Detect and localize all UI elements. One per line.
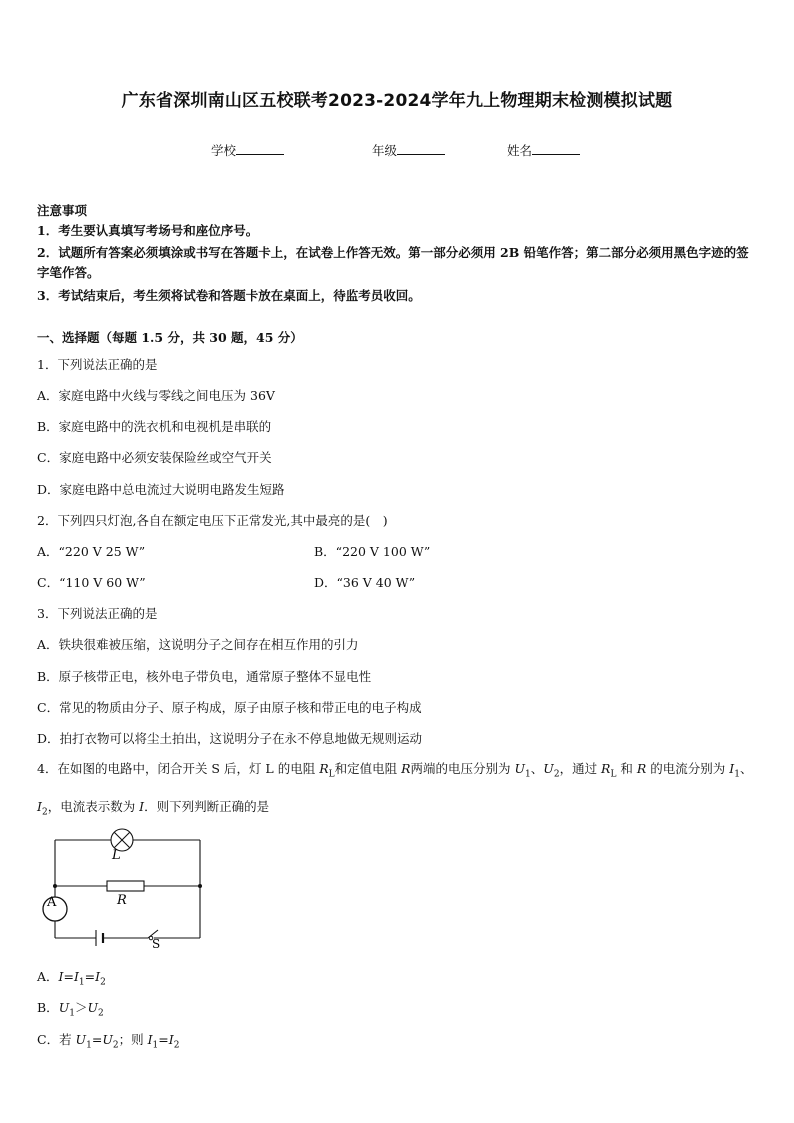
- page-title: 广东省深圳南山区五校联考2023-2024学年九上物理期末检测模拟试题: [121, 91, 673, 111]
- circuit-diagram: [36, 820, 216, 950]
- q1-option-c[interactable]: C．家庭电路中必须安装保险丝或空气开关: [37, 450, 272, 465]
- q2-option-a[interactable]: A．“220 V 25 W”: [37, 544, 146, 559]
- q2-stem: 2．下列四只灯泡,各自在额定电压下正常发光,其中最亮的是( ): [37, 513, 388, 528]
- q1-option-b[interactable]: B．家庭电路中的洗衣机和电视机是串联的: [37, 419, 272, 434]
- q3-option-d[interactable]: D．拍打衣物可以将尘土拍出，这说明分子在永不停息地做无规则运动: [37, 731, 423, 746]
- grade-blank[interactable]: [397, 142, 445, 155]
- q1-option-d[interactable]: D．家庭电路中总电流过大说明电路发生短路: [37, 482, 285, 497]
- name-label: 姓名: [507, 143, 533, 158]
- name-field[interactable]: [507, 141, 580, 159]
- q2-option-c[interactable]: C．“110 V 60 W”: [37, 575, 146, 590]
- q3-option-b[interactable]: B．原子核带正电，核外电子带负电，通常原子整体不显电性: [37, 669, 372, 684]
- q3-option-a[interactable]: A．铁块很难被压缩，这说明分子之间存在相互作用的引力: [37, 637, 359, 652]
- lamp-label: L: [112, 848, 121, 863]
- q1-stem: 1．下列说法正确的是: [37, 357, 158, 372]
- q2-option-b[interactable]: B．“220 V 100 W”: [314, 544, 431, 559]
- q4-option-c[interactable]: C．若 $U_1=U_2$；则 $I_1=I_2$: [37, 1032, 180, 1051]
- q3-option-c[interactable]: C．常见的物质由分子、原子构成，原子由原子核和带正电的电子构成: [37, 700, 422, 715]
- notice-item-2: 2．试题所有答案必须填涂或书写在答题卡上，在试卷上作答无效。第一部分必须用 2B 铅笔作答；第二部分必须用黑色字迹的签字笔作答。: [37, 245, 749, 280]
- q4-option-b[interactable]: B．$U_1>U_2$: [37, 1000, 104, 1019]
- q3-stem: 3．下列说法正确的是: [37, 606, 158, 621]
- grade-label: 年级: [372, 143, 398, 158]
- name-blank[interactable]: [532, 142, 580, 155]
- q2-option-d[interactable]: D．“36 V 40 W”: [314, 575, 416, 590]
- resistor-label: R: [117, 893, 127, 908]
- school-label: 学校: [211, 143, 237, 158]
- resistor-icon: [107, 881, 144, 891]
- grade-field[interactable]: [372, 141, 445, 159]
- school-field[interactable]: [211, 141, 284, 159]
- q4-stem: 4．在如图的电路中，闭合开关 S 后，灯 L 的电阻 $R_L$和定值电阻 R两端的电压分别为 $U_1$、$U_2$，通过 $R_L$ 和 R 的电流分别为 $I_1$、$I_2$，电流表示数为 I．则下列判断正确的是: [37, 761, 753, 817]
- notice-heading: 注意事项: [37, 203, 88, 218]
- school-blank[interactable]: [236, 142, 284, 155]
- q1-option-a[interactable]: A．家庭电路中火线与零线之间电压为 36V: [37, 388, 275, 403]
- ammeter-label: A: [47, 895, 57, 910]
- switch-label: S: [152, 937, 161, 950]
- q4-option-a[interactable]: A．$I=I_1=I_2$: [37, 969, 106, 988]
- battery-icon: [96, 930, 103, 946]
- notice-item-1: 1．考生要认真填写考场号和座位序号。: [37, 223, 259, 238]
- section-heading: 一、选择题（每题 1.5 分，共 30 题，45 分）: [37, 330, 303, 345]
- notice-item-3: 3．考试结束后，考生须将试卷和答题卡放在桌面上，待监考员收回。: [37, 288, 421, 303]
